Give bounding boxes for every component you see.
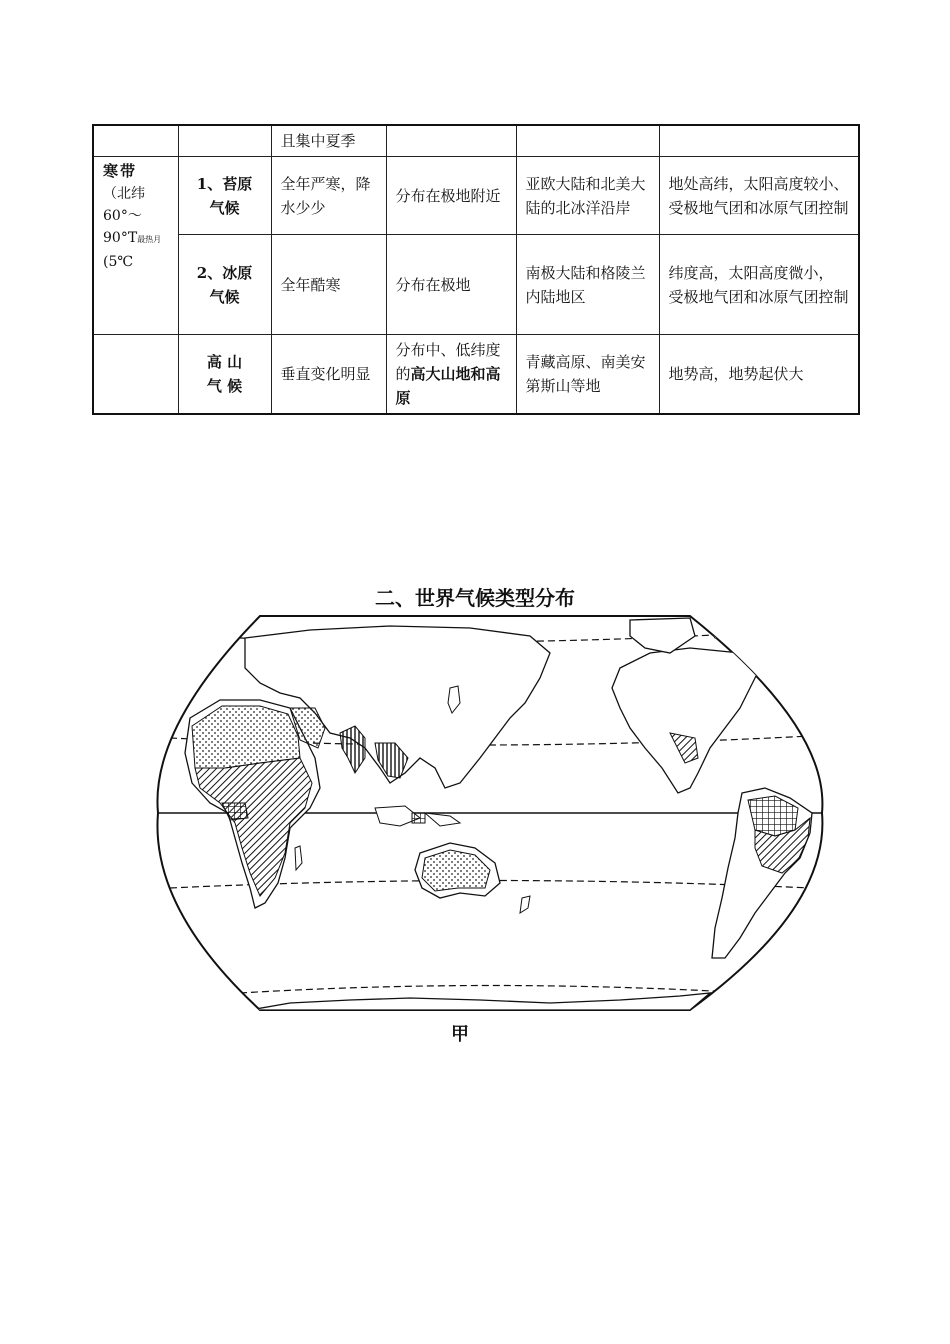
cause-cell: 地势高，地势起伏大	[659, 335, 859, 415]
table-row	[93, 125, 859, 157]
table-row	[93, 157, 859, 235]
climate-table	[92, 124, 860, 415]
distribution-cell: 分布在极地	[386, 235, 516, 335]
cause-cell: 纬度高，太阳高度微小， 受极地气团和冰原气团控制	[659, 235, 859, 335]
table-row	[93, 335, 859, 415]
section-title: 二、世界气候类型分布	[375, 586, 575, 610]
zone-cell	[93, 157, 178, 335]
region-cell: 南极大陆和格陵兰内陆地区	[516, 235, 659, 335]
feature-cell: 全年严寒，降水少少	[271, 157, 386, 235]
world-map-svg	[150, 608, 830, 1018]
climate-name-alpine: 高 山 气 候	[178, 335, 271, 415]
region-cell: 亚欧大陆和北美大陆的北冰洋沿岸	[516, 157, 659, 235]
zone-range: （北纬 60°～ 90°T最热月 (5℃	[103, 186, 162, 270]
climate-name-icecap: 2、冰原 气候	[178, 235, 271, 335]
climate-name-tundra: 1、苔原 气候	[178, 157, 271, 235]
feature-cell: 全年酷寒	[271, 235, 386, 335]
indonesia-rainforest-area	[412, 813, 425, 823]
sahara-desert-area	[192, 706, 300, 768]
zone-name: 寒带	[103, 162, 138, 180]
table-cell: 且集中夏季	[271, 125, 386, 157]
world-climate-map	[150, 608, 830, 1018]
table-row	[93, 235, 859, 335]
distribution-cell: 分布在极地附近	[386, 157, 516, 235]
cause-cell: 地处高纬，太阳高度较小、受极地气团和冰原气团控制	[659, 157, 859, 235]
distribution-cell: 分布中、低纬度的高大山地和高原	[386, 335, 516, 415]
map-caption: 甲	[451, 1024, 469, 1045]
feature-cell: 垂直变化明显	[271, 335, 386, 415]
region-cell: 青藏高原、南美安第斯山等地	[516, 335, 659, 415]
